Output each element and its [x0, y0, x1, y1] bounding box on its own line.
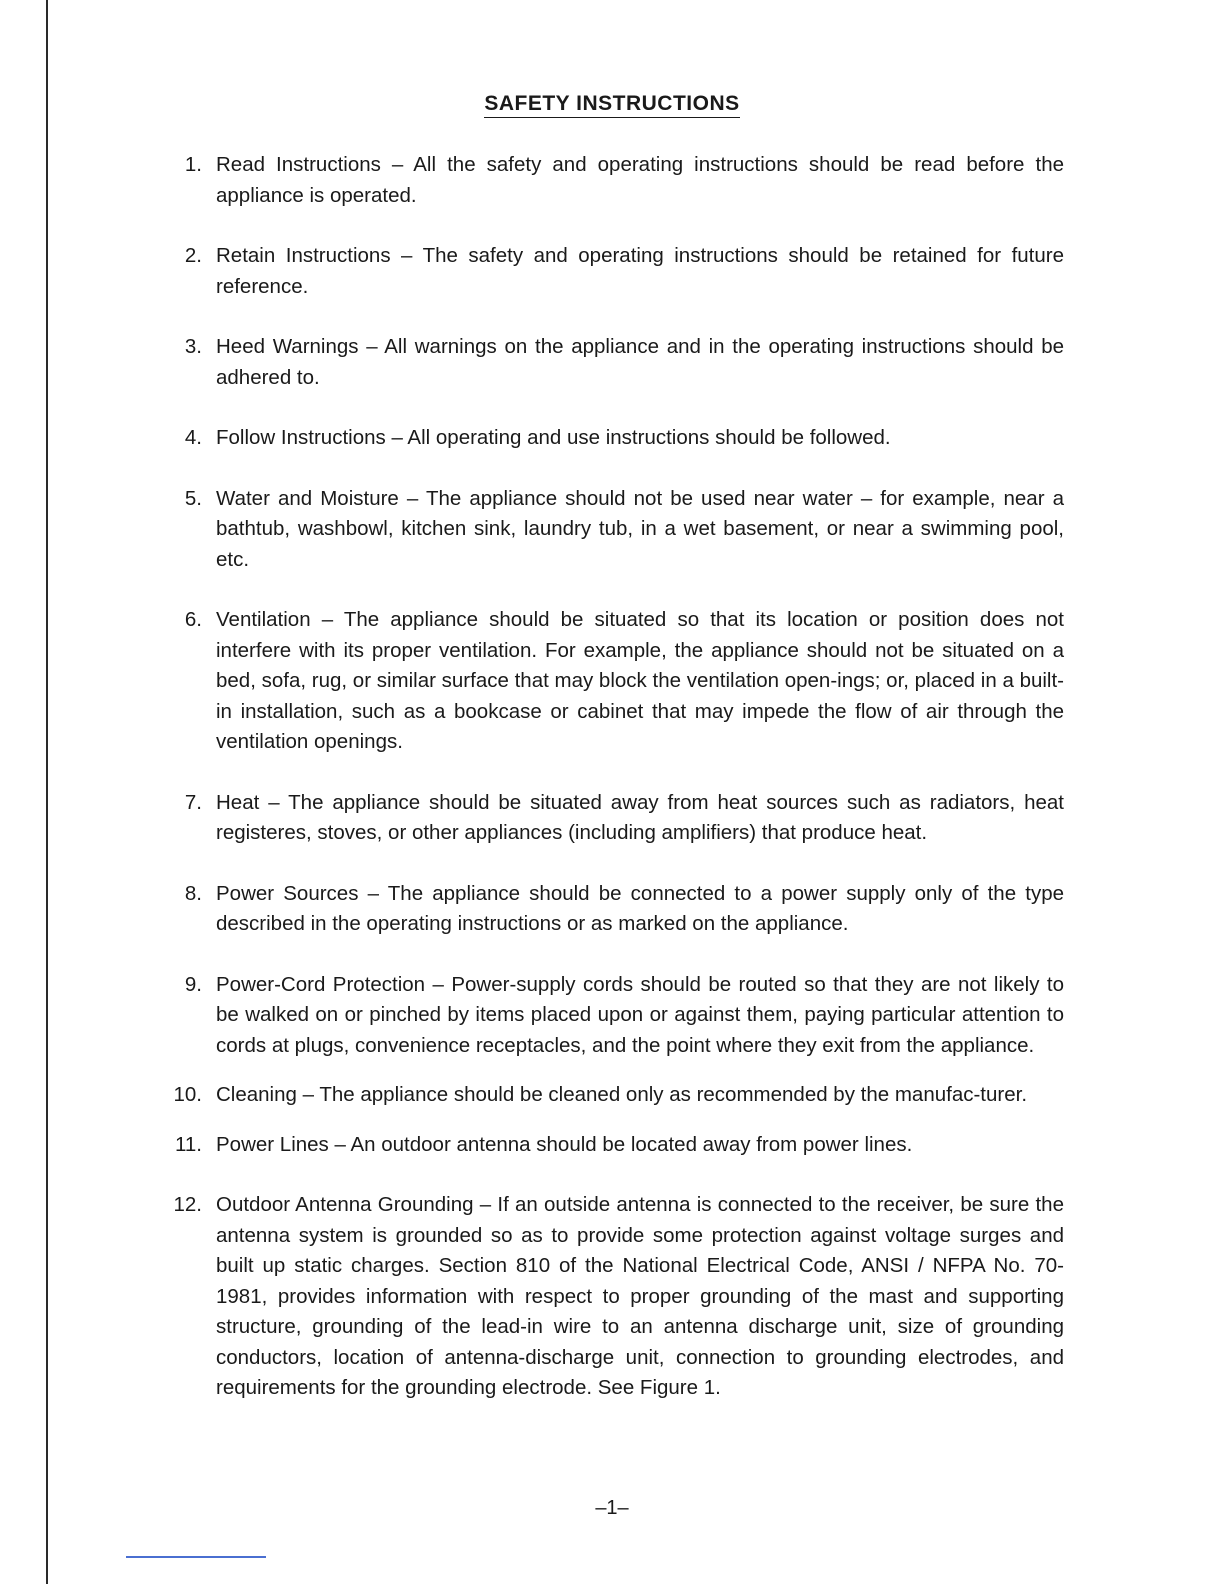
- list-item: [140, 241, 1064, 302]
- list-item: [140, 1130, 1064, 1161]
- item-text: Read Instructions – All the safety and operating instructions should be read before the appliance is operated.: [216, 153, 1064, 207]
- list-item: [140, 1190, 1064, 1404]
- item-text: Water and Moisture – The appliance should not be used near water – for example, near a bathtub, washbowl, kitchen sink, laundry tub, in a wet basement, or near a swimming pool, etc.: [216, 486, 1064, 571]
- list-item: [140, 484, 1064, 576]
- item-number: 4.: [184, 426, 202, 449]
- safety-instructions-list: [140, 150, 1064, 1404]
- item-number: 6.: [184, 608, 202, 631]
- item-text: Power-Cord Protection – Power-supply cords should be routed so that they are not likely to be walked on or pinched by items placed upon or against them, paying particular attention to cords at plugs, convenience receptacles, and the point where they exit from the appliance.: [216, 972, 1064, 1057]
- page-title-text: SAFETY INSTRUCTIONS: [484, 92, 739, 118]
- item-number: 10.: [173, 1083, 202, 1106]
- list-item: [140, 150, 1064, 211]
- scan-margin-mark: [126, 1556, 266, 1558]
- page-number: –1–: [595, 1497, 629, 1519]
- item-text: Power Sources – The appliance should be connected to a power supply only of the type described in the operating instructions or as marked on the appliance.: [216, 881, 1064, 935]
- list-item: [140, 423, 1064, 454]
- list-item: [140, 788, 1064, 849]
- list-item: [140, 879, 1064, 940]
- item-text: Outdoor Antenna Grounding – If an outside antenna is connected to the receiver, be sure the antenna system is grounded so as to provide some protection against voltage surges and built up static charges. Section 810 of the National Electrical Code, ANSI / NFPA No. 70-1981, provides information with respect to proper grounding of the mast and supporting structure, grounding of the lead-in wire to an antenna discharge unit, size of grounding conductors, location of antenna-discharge unit, connection to grounding electrodes, and requirements for the grounding electrode. See Figure 1.: [216, 1193, 1064, 1399]
- list-item: [140, 1080, 1064, 1111]
- item-text: Retain Instructions – The safety and operating instructions should be retained for future reference.: [216, 244, 1064, 298]
- item-text: Follow Instructions – All operating and use instructions should be followed.: [216, 426, 891, 449]
- item-number: 3.: [184, 335, 202, 358]
- item-number: 5.: [184, 486, 202, 510]
- list-item: [140, 332, 1064, 393]
- item-text: Ventilation – The appliance should be situated so that its location or position does not interfere with its proper ventilation. For example, the appliance should not be situated on a bed, sofa, rug, or similar surface that may block the ventilation open-ings; or, placed in a built-in installation, such as a bookcase or cabinet that may impede the flow of air through the ventilation openings.: [216, 608, 1064, 753]
- item-number: 9.: [184, 972, 202, 996]
- item-number: 2.: [184, 244, 202, 267]
- list-item: [140, 970, 1064, 1062]
- item-number: 8.: [184, 881, 202, 905]
- item-text: Power Lines – An outdoor antenna should be located away from power lines.: [216, 1132, 913, 1156]
- item-number: 12.: [173, 1193, 202, 1216]
- item-number: 7.: [184, 790, 202, 814]
- item-number: 1.: [184, 153, 202, 176]
- item-text: Heat – The appliance should be situated away from heat sources such as radiators, heat registeres, stoves, or other appliances (including amplifiers) that produce heat.: [216, 790, 1064, 844]
- item-text: Cleaning – The appliance should be cleaned only as recommended by the manufac-turer.: [216, 1083, 1028, 1106]
- item-text: Heed Warnings – All warnings on the appliance and in the operating instructions should be adhered to.: [216, 335, 1064, 389]
- scan-left-edge: [46, 0, 48, 1584]
- list-item: [140, 605, 1064, 758]
- page-title: [0, 92, 1224, 116]
- item-number: 11.: [175, 1132, 202, 1156]
